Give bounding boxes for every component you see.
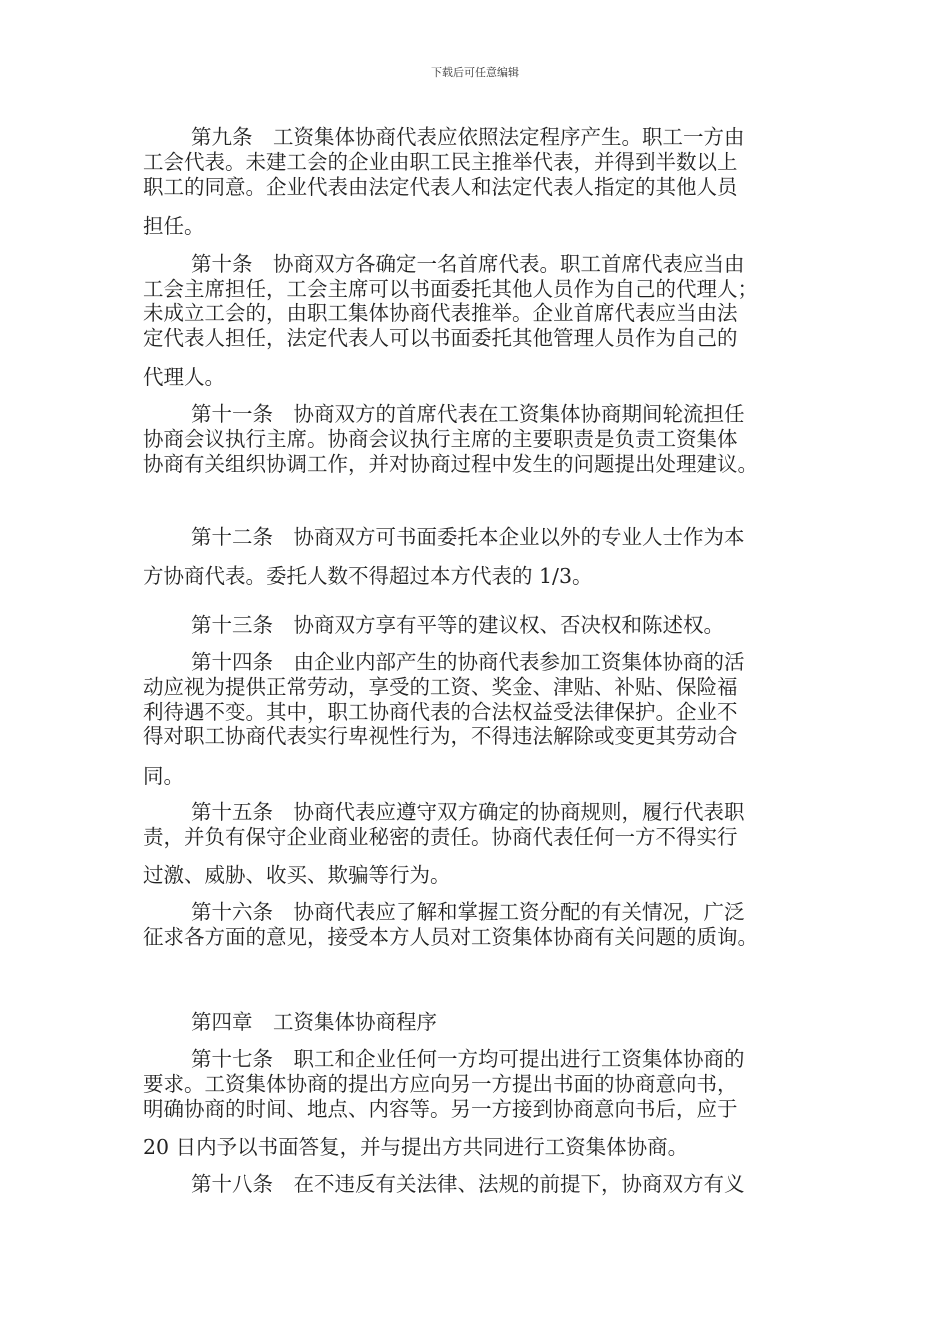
text-line: 协商有关组织协调工作，并对协商过程中发生的问题提出处理建议。 (143, 452, 758, 476)
text-line: 第十七条 职工和企业任何一方均可提出进行工资集体协商的 (191, 1047, 745, 1071)
text-line: 第十六条 协商代表应了解和掌握工资分配的有关情况，广泛 (191, 900, 745, 924)
text-line: 责，并负有保守企业商业秘密的责任。协商代表任何一方不得实行 (143, 825, 738, 849)
text-line: 第十一条 协商双方的首席代表在工资集体协商期间轮流担任 (191, 402, 745, 426)
text-line: 定代表人担任，法定代表人可以书面委托其他管理人员作为自己的 (143, 326, 738, 350)
text-line: 过激、威胁、收买、欺骗等行为。 (143, 863, 451, 887)
page-header: 下载后可任意编辑 (431, 66, 519, 79)
text-line: 方协商代表。委托人数不得超过本方代表的 1/3。 (143, 564, 593, 588)
text-line: 工会主席担任，工会主席可以书面委托其他人员作为自己的代理人； (143, 277, 758, 301)
text-line: 征求各方面的意见，接受本方人员对工资集体协商有关问题的质询。 (143, 925, 758, 949)
text-line: 第十八条 在不违反有关法律、法规的前提下，协商双方有义 (191, 1172, 745, 1196)
text-line: 工会代表。未建工会的企业由职工民主推举代表，并得到半数以上 (143, 150, 738, 174)
text-line: 未成立工会的，由职工集体协商代表推举。企业首席代表应当由法 (143, 301, 738, 325)
text-line: 动应视为提供正常劳动，享受的工资、奖金、津贴、补贴、保险福 (143, 675, 738, 699)
text-line: 协商会议执行主席。协商会议执行主席的主要职责是负责工资集体 (143, 427, 738, 451)
text-line: 第九条 工资集体协商代表应依照法定程序产生。职工一方由 (191, 125, 745, 149)
text-line: 第十五条 协商代表应遵守双方确定的协商规则，履行代表职 (191, 800, 745, 824)
text-line: 同。 (143, 764, 184, 788)
text-line: 要求。工资集体协商的提出方应向另一方提出书面的协商意向书， (143, 1072, 738, 1096)
text-line: 第十四条 由企业内部产生的协商代表参加工资集体协商的活 (191, 650, 745, 674)
text-line: 第十三条 协商双方享有平等的建议权、否决权和陈述权。 (191, 613, 724, 637)
text-line: 第十二条 协商双方可书面委托本企业以外的专业人士作为本 (191, 525, 745, 549)
text-line: 明确协商的时间、地点、内容等。另一方接到协商意向书后，应于 (143, 1097, 738, 1121)
text-line: 职工的同意。企业代表由法定代表人和法定代表人指定的其他人员 (143, 175, 738, 199)
text-line: 第十条 协商双方各确定一名首席代表。职工首席代表应当由 (191, 252, 745, 276)
chapter-heading: 第四章 工资集体协商程序 (191, 1010, 437, 1034)
text-line: 得对职工协商代表实行卑视性行为，不得违法解除或变更其劳动合 (143, 724, 738, 748)
text-line: 利待遇不变。其中，职工协商代表的合法权益受法律保护。企业不 (143, 700, 738, 724)
text-line: 代理人。 (143, 365, 225, 389)
text-line: 担任。 (143, 214, 205, 238)
text-line: 20 日内予以书面答复，并与提出方共同进行工资集体协商。 (143, 1135, 689, 1159)
